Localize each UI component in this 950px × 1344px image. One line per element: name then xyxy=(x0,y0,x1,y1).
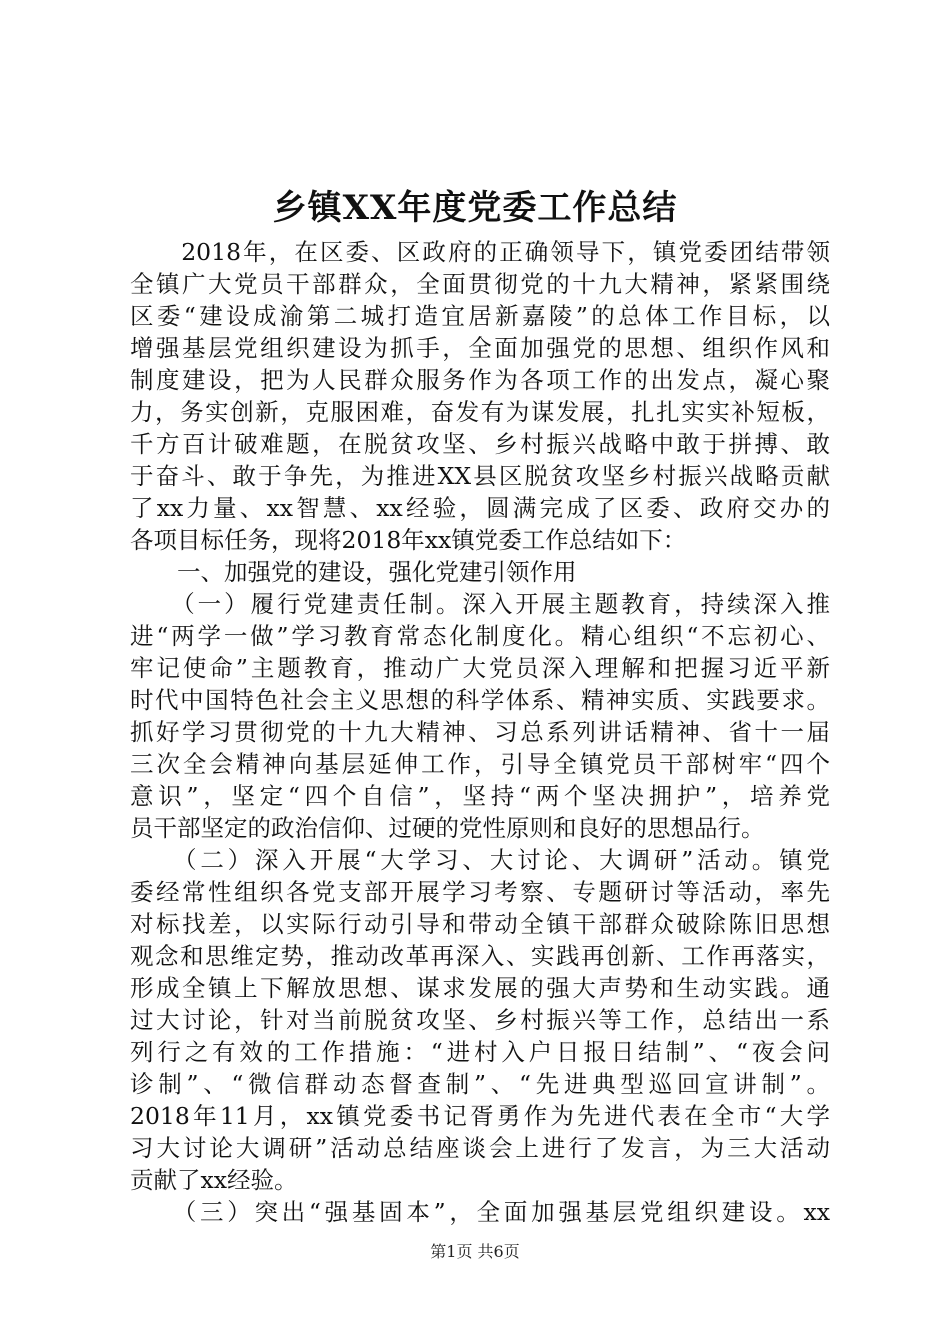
body-line: 2018年11月，xx镇党委书记胥勇作为先进代表在全市“大学 xyxy=(130,1102,830,1130)
body-line: 诊制”、“微信群动态督查制”、“先进典型巡回宣讲制”。 xyxy=(130,1070,830,1098)
body-line: 委经常性组织各党支部开展学习考察、专题研讨等活动，率先 xyxy=(130,878,830,906)
body-line: 对标找差，以实际行动引导和带动全镇干部群众破除陈旧思想 xyxy=(130,910,830,938)
body-line: 各项目标任务，现将2018年xx镇党委工作总结如下： xyxy=(130,526,687,554)
body-line: 形成全镇上下解放思想、谋求发展的强大声势和生动实践。通 xyxy=(130,974,830,1002)
body-line: （一）履行党建责任制。深入开展主题教育，持续深入推 xyxy=(130,590,830,618)
body-line: 列行之有效的工作措施：“进村入户日报日结制”、“夜会问 xyxy=(130,1038,830,1066)
body-line: （三）突出“强基固本”，全面加强基层党组织建设。xx xyxy=(130,1198,830,1226)
body-line: 制度建设，把为人民群众服务作为各项工作的出发点，凝心聚 xyxy=(130,366,830,394)
body-line: 全镇广大党员干部群众，全面贯彻党的十九大精神，紧紧围绕 xyxy=(130,270,830,298)
body-line: 三次全会精神向基层延伸工作，引导全镇党员干部树牢“四个 xyxy=(130,750,830,778)
body-line: 2018年，在区委、区政府的正确领导下，镇党委团结带领 xyxy=(130,238,830,266)
body-line: 进“两学一做”学习教育常态化制度化。精心组织“不忘初心、 xyxy=(130,622,830,650)
body-line: 员干部坚定的政治信仰、过硬的党性原则和良好的思想品行。 xyxy=(130,814,765,842)
body-line: 牢记使命”主题教育，推动广大党员深入理解和把握习近平新 xyxy=(130,654,830,682)
body-line: 一、加强党的建设，强化党建引领作用 xyxy=(130,558,577,586)
body-line: 了xx力量、xx智慧、xx经验，圆满完成了区委、政府交办的 xyxy=(130,494,830,522)
document-title: 乡镇XX年度党委工作总结 xyxy=(272,188,678,228)
body-line: 贡献了xx经验。 xyxy=(130,1166,298,1194)
body-line: 增强基层党组织建设为抓手，全面加强党的思想、组织作风和 xyxy=(130,334,830,362)
page-footer: 第1页 共6页 xyxy=(430,1242,520,1261)
body-line: 千方百计破难题，在脱贫攻坚、乡村振兴战略中敢于拼搏、敢 xyxy=(130,430,830,458)
body-line: 过大讨论，针对当前脱贫攻坚、乡村振兴等工作，总结出一系 xyxy=(130,1006,830,1034)
body-line: 习大讨论大调研”活动总结座谈会上进行了发言，为三大活动 xyxy=(130,1134,830,1162)
body-line: 时代中国特色社会主义思想的科学体系、精神实质、实践要求。 xyxy=(130,686,830,714)
body-line: （二）深入开展“大学习、大讨论、大调研”活动。镇党 xyxy=(130,846,830,874)
body-line: 于奋斗、敢于争先，为推进XX县区脱贫攻坚乡村振兴战略贡献 xyxy=(130,462,830,490)
body-line: 意识”，坚定“四个自信”，坚持“两个坚决拥护”，培养党 xyxy=(130,782,830,810)
body-line: 区委“建设成渝第二城打造宜居新嘉陵”的总体工作目标，以 xyxy=(130,302,830,330)
document-body xyxy=(130,236,830,1228)
body-line: 力，务实创新，克服困难，奋发有为谋发展，扎扎实实补短板， xyxy=(130,398,830,426)
body-line: 抓好学习贯彻党的十九大精神、习总系列讲话精神、省十一届 xyxy=(130,718,830,746)
body-line: 观念和思维定势，推动改革再深入、实践再创新、工作再落实， xyxy=(130,942,830,970)
